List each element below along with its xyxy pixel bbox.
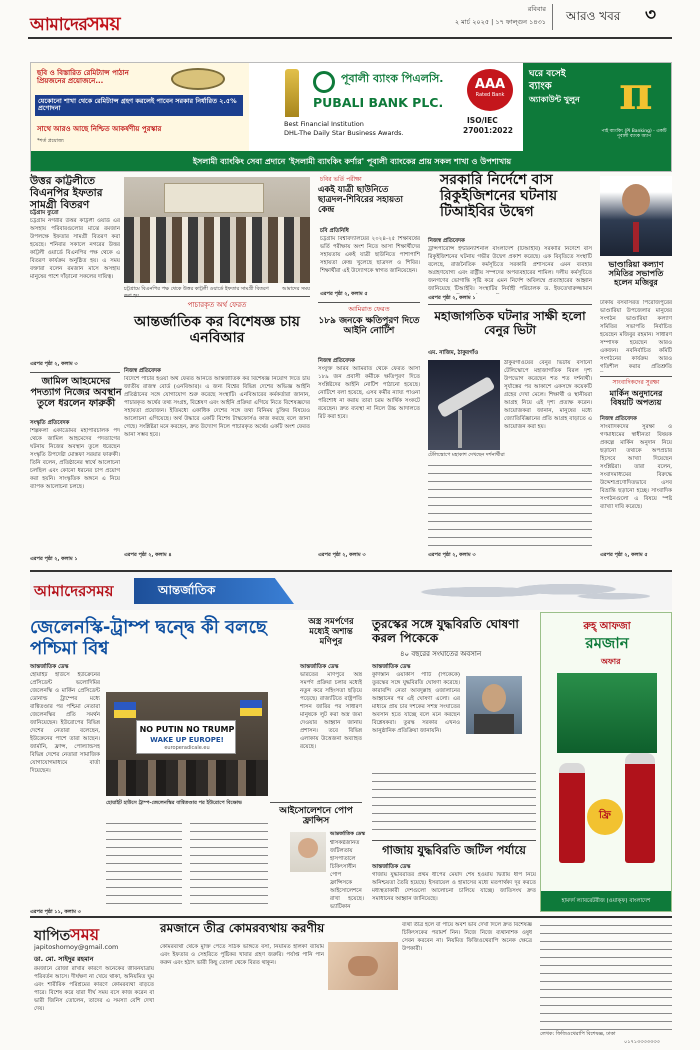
world-map-icon (410, 578, 650, 606)
b4-title[interactable]: তুরস্কের সঙ্গে যুদ্ধবিরতি ঘোষণা করল পিকেকে (372, 617, 519, 645)
ad-sub: অফার (601, 657, 621, 666)
masthead (0, 0, 700, 58)
a1-dateline: চট্টগ্রাম ব্যুরো (30, 210, 59, 216)
column-body2: কোমরব্যথা থেকে মুক্তি পেতে সঠিক ভঙ্গিতে বসা, নিয়মিত হালকা ব্যায়াম এবং ইফতার ও সেহরিতে পুষ্টিকর খাবার গ্রহণ জরুরি। পর্যাপ্ত পানি পান করুন এবং হঠাৎ ভারী কিছু তোলা থেকে বিরত থাকুন। (160, 944, 324, 966)
a9-divider (428, 304, 592, 305)
ad-left-line3: সাথে আরও আছে নিশ্চিত আকর্ষণীয় পুরস্কার (37, 125, 162, 133)
a9-title[interactable]: মহাজাগতিক ঘটনার সাক্ষী হলো বেনুর ভিটা (434, 309, 586, 337)
back-pain-photo (328, 942, 398, 990)
column-logo-right: সময় (70, 925, 100, 944)
portrait-tie (633, 222, 639, 252)
trophy-icon (285, 69, 299, 117)
a8-kicker: আমিরাত ফেরত (348, 305, 390, 313)
b2-body: ভারতের মণিপুরে অস্ত্র সমর্পণ প্রক্রিয়া চলার মধ্যেই নতুন করে সহিংসতা ছড়িয়ে পড়েছে। রাজ্যটিতে রাষ্ট্রপতি শাসন জারির পর সাধারণ মানুষকে লুট করা অস্ত্র জমা দেওয়ার আহ্বান জানায় প্রশাসন। তবে বিভিন্ন এলাকায় উত্তেজনা অব্যাহত রয়েছে। (300, 672, 362, 750)
b5-divider (372, 840, 536, 841)
b1-columns-2 (190, 820, 268, 910)
ad-right3: অ্যাকাউন্ট খুলুন (529, 95, 580, 104)
masthead-logo-left: আমাদের (30, 15, 88, 35)
a9-caption: টেলিস্কোপে মহাকাশ দেখছেন দর্শনার্থীরা (428, 452, 505, 458)
aaa-text: AAA (474, 77, 506, 92)
b5-title[interactable]: গাজায় যুদ্ধবিরতি জটিল পর্যায়ে (382, 843, 526, 857)
column-body3: ব্যথা তীব্র হলে বা পায়ে অবশ ভাব দেখা দিলে দ্রুত বিশেষজ্ঞ চিকিৎসকের পরামর্শ নিন। নিজে নিজে ব্যথানাশক ওষুধ সেবন করবেন না। নিয়মিত ফিজিওথেরাপি অনেক ক্ষেত্রে উপকারী। (402, 922, 532, 952)
b1-caption: হোয়াইট হাউসে ট্রাম্প-জেলেনস্কির বাগ্বিতণ্ডার পর ইউরোপে বিক্ষোভ (106, 800, 242, 806)
pope-face (298, 838, 318, 858)
a7-more[interactable]: এরপর পৃষ্ঠা ২, কলাম ৪ (124, 552, 172, 558)
a1-more[interactable]: এরপর পৃষ্ঠা ২, কলাম ৩ (30, 361, 78, 367)
column-top-rule (30, 916, 672, 918)
column-author: ডা. মো. সাইদুর রহমান (34, 955, 94, 963)
ocalan-face (482, 684, 506, 712)
pubali-bank-ad[interactable] (30, 62, 672, 172)
a2-dateline: সংস্কৃতি প্রতিবেদক (30, 420, 70, 426)
masthead-day: রবিবার (527, 5, 546, 13)
award-line2: DHL-The Daily Star Business Awards. (284, 129, 404, 137)
photo-credit: আমাদের সময় (281, 286, 310, 292)
aaa-sub: Rated Bank (475, 91, 505, 98)
a2-more[interactable]: এরপর পৃষ্ঠা ২, কলাম ১ (30, 556, 78, 562)
bank-name-bn: পূবালী ব্যাংক পিএলসি. (341, 72, 444, 85)
masthead-rule (28, 37, 672, 39)
a3-kicker: চবির ভর্তি পরীক্ষা (320, 176, 362, 183)
a9-body: ঠাকুরগাঁওয়ের বেনুর ভিটায় বসানো টেলিস্কোপে মহাজাগতিক বিরল দৃশ্য উপভোগ করেছেন শত শত দর্শনার্থী। সূর্যাস্তের পর আকাশে একসঙ্গে কয়েকটি গ্রহের দেখা মেলে। শিক্ষার্থী ও স্থানীয়রা আগ্রহ নিয়ে এই দৃশ্য প্রত্যক্ষ করেন। আয়োজকরা জানান, মানুষের মধ্যে জ্যোতির্বিজ্ঞানের প্রতি আগ্রহ বাড়াতে এ আয়োজন করা হয়। (504, 360, 592, 430)
column-body1: রমজানে রোজা রাখার কারণে অনেকের জীবনযাত্রায় পরিবর্তন আসে। দীর্ঘক্ষণ না খেয়ে থাকা, অনিয়মিত ঘুম এবং শারীরিক পরিশ্রমের কারণে কোমরব্যথা বাড়তে পারে। বিশেষ করে যারা দীর্ঘ সময় বসে কাজ করেন বা ভারী জিনিস তোলেন, তাদের এ সমস্যা বেশি দেখা দেয়। (34, 966, 154, 1012)
tripod (458, 410, 462, 448)
crowd (106, 760, 268, 796)
a6-dateline: নিজস্ব প্রতিবেদক (600, 416, 637, 422)
b3-dateline: আন্তর্জাতিক ডেস্ক (330, 831, 365, 837)
a6-kicker: সাংবাদিকদের সুরক্ষা (612, 379, 660, 386)
photo-caption: চট্টগ্রামে বিএনপির পক্ষ থেকে উত্তর কাট্টলী ওয়ার্ডে ইফতার সামগ্রী বিতরণ (124, 286, 269, 292)
section-name: আরও খবর (566, 9, 621, 23)
a8-title[interactable]: ১৮৯ জনকে ক্ষতিপূরণ দিতে আইনি নোটিশ (318, 316, 420, 337)
ad-title: রমজান (585, 634, 629, 652)
b2-dateline: আন্তর্জাতিক ডেস্ক (300, 664, 339, 670)
intl-band (30, 570, 672, 610)
iftar-banner (164, 183, 264, 213)
b1-title[interactable]: জেলেনস্কি-ট্রাম্প দ্বন্দ্বে কী বলছে পশ্চিমা বিশ্ব (30, 617, 267, 659)
b1-columns (106, 820, 182, 910)
ad-footer: হামদর্দ ল্যাবরেটরীজ (ওয়াক্ফ) বাংলাদেশ (541, 891, 671, 912)
iso-line2: 27001:2022 (463, 126, 513, 135)
a1-body: চট্টগ্রাম নগরীর উত্তর কাট্টলী ওয়ার্ড এর অসহায় পরিবারগুলোর মাঝে রমজান উপলক্ষে ইফতার সামগ্রী বিতরণ করা হয়েছে। শনিবার সকালে নগরের উত্তর কাট্টলী ওয়ার্ডে বিএনপির পক্ষ থেকে এ বিতরণ কার্যক্রম অনুষ্ঠিত হয়। এ সময় বক্তারা বলেন রমজান মাসে অসহায় মানুষের পাশে দাঁড়ানো সকলের দায়িত্ব। (30, 218, 120, 280)
b4-dateline: আন্তর্জাতিক ডেস্ক (372, 664, 411, 670)
page-number: ৩ (645, 5, 657, 25)
protest-photo (106, 692, 268, 796)
a5-body: ঢাকায় বসবাসরত পিরোজপুরের ভাণ্ডারিয়া উপজেলার মানুষের সংগঠন ভাণ্ডারিয়া কল্যাণ সমিতির সভাপতি নির্বাচিত হয়েছেন মজিবুর রহমান। সাধারণ সম্পাদক হয়েছেন আরও একজন। নবনির্বাচিত কমিটি সংগঠনের কার্যক্রম আরও গতিশীল করার প্রতিশ্রুতি (600, 300, 672, 370)
column-logo-left: যাপিত (34, 928, 71, 944)
bank-name-en: PUBALI BANK PLC. (313, 95, 444, 110)
aaa-badge (467, 69, 513, 111)
b3-divider (270, 802, 362, 803)
a6-divider (600, 376, 672, 377)
bottle-right (625, 753, 655, 863)
masthead-date: ২ মার্চ ২০২৫ | ১৭ ফাল্গুন ১৪৩১ (454, 18, 546, 26)
a1-divider (30, 372, 120, 373)
a2-title[interactable]: জামিল আহমেদের পদত্যাগ নিজের অবস্থান তুলে ধরলেন ফারুকী (30, 376, 122, 409)
a3-more[interactable]: এরপর পৃষ্ঠা ২, কলাম ৫ (320, 291, 368, 297)
pope-photo (290, 832, 326, 872)
column-phone: ০১৭১৩৩৩৩৩৩৩ (624, 1039, 660, 1045)
ocalan-photo (466, 676, 522, 734)
intl-logo-left: আমাদের (34, 582, 87, 600)
a1-title[interactable]: উত্তর কাট্টলীতে বিএনপির ইফতার সামগ্রী বিতরণ (30, 175, 103, 212)
mojibur-portrait (600, 176, 672, 256)
a4-more[interactable]: এরপর পৃষ্ঠা ২, কলাম ১ (428, 295, 476, 301)
column-body4 (540, 922, 672, 1030)
telescope-icon (437, 376, 496, 418)
sign-line2: WAKE UP EUROPE! (150, 736, 224, 744)
ad-box (557, 673, 657, 753)
intl-logo-right: সময় (86, 582, 114, 600)
a7-body: বিদেশে পাচার হওয়া অর্থ ফেরত আনতে আন্তর্জাতিক কর বিশেষজ্ঞ নিয়োগ দিতে চায় জাতীয় রাজস্ব বোর্ড (এনবিআর)। এ জন্য বিশ্বের বিভিন্ন দেশের অভিজ্ঞ আইনি প্রতিষ্ঠানের সঙ্গে যোগাযোগ শুরু করেছে সংস্থাটি। এনবিআরের কর্মকর্তারা জানান, পাচারকৃত অর্থের তথ্য সংগ্রহ, বিশ্লেষণ এবং আইনি প্রক্রিয়া এগিয়ে নিতে বিশেষজ্ঞদের সহায়তা প্রয়োজন। ইতিমধ্যে একাধিক দেশের সঙ্গে তথ্য বিনিময় চুক্তির বিষয়েও আলোচনা এগিয়েছে। অর্থ উদ্ধারে একটি বিশেষ টাস্কফোর্সও কাজ করছে বলে জানা গেছে। সংশ্লিষ্টরা মনে করছেন, দ্রুত উদ্যোগ নিলে পাচারকৃত অর্থের একটি অংশ ফেরত আনা সম্ভব হবে। (124, 376, 310, 438)
a7-kicker: পাচারকৃত অর্থ ফেরত (187, 301, 247, 309)
a6-more[interactable]: এরপর পৃষ্ঠা ২, কলাম ৫ (600, 552, 648, 558)
a9-body-continuation (428, 462, 592, 550)
b3-body: শ্বাসকষ্টজনিত জটিলতায় হাসপাতালে চিকিৎসাধীন পোপ ফ্রান্সিসকে আইসোলেশনে রাখা হয়েছে। ভ্যাটিকান (330, 840, 364, 910)
a7-title[interactable]: আন্তর্জাতিক কর বিশেষজ্ঞ চায় এনবিআর (134, 314, 300, 347)
a6-body: সাংবাদিকদের সুরক্ষা ও গণমাধ্যমের স্বাধীনতা বিষয়ক প্রকল্পে মার্কিন অনুদান নিয়ে ছড়ানো তথ্যকে অপপ্রচার হিসেবে আখ্যা দিয়েছেন সংশ্লিষ্টরা। তারা বলেন, সংবাদমাধ্যমের বিরুদ্ধে উদ্দেশ্যপ্রণোদিতভাবে এসব বিভ্রান্তি ছড়ানো হচ্ছে। সাংবাদিক সংগঠনগুলো এ বিষয়ে স্পষ্ট ব্যাখ্যা দাবি করেছে। (600, 424, 672, 510)
iftar-photo (124, 177, 310, 283)
intl-logo[interactable] (34, 580, 113, 605)
a9-more[interactable]: এরপর পৃষ্ঠা ২, কলাম ৩ (428, 552, 476, 558)
a8-divider (318, 302, 420, 303)
column-email[interactable]: japitoshomoy@gmail.com (34, 943, 119, 951)
flag-right (240, 700, 262, 716)
protest-sign (136, 720, 236, 754)
pi-logo-icon: π (619, 66, 653, 120)
pi-caption: পাই ব্যাংকিং (PI Banking) - একটি পূবালী ব্যাংক অ্যাপ (601, 129, 667, 140)
frying-pan-icon (171, 68, 225, 90)
masthead-divider (552, 4, 553, 30)
a6-title[interactable]: মার্কিন অনুদানের বিষয়টি অপত্যয় (609, 389, 663, 408)
award-line: Best Financial Institution (284, 120, 364, 128)
a8-more[interactable]: এরপর পৃষ্ঠা ২, কলাম ৩ (318, 552, 366, 558)
ad-left-panel (31, 63, 249, 151)
ad-left-line4: *শর্ত প্রযোজ্য (37, 138, 64, 144)
pubali-logo-icon (313, 71, 335, 93)
a4-body: ট্রান্সপারেন্সি ইন্টারন্যাশনাল বাংলাদেশ (টিআইবি) সরকারি নির্দেশে বাস রিকুইজিশনের ঘটনায় গভীর উদ্বেগ প্রকাশ করেছে। এক বিবৃতিতে সংস্থাটি বলেছে, রাজনৈতিক কর্মসূচিতে সরকারি প্রশাসনের এমন ব্যবহার অগ্রহণযোগ্য এবং রাষ্ট্রীয় সম্পদের অপব্যবহারের শামিল। দলীয় কর্মসূচিতে জনগণের ভোগান্তি সৃষ্টি করে এমন নির্দেশ অবিলম্বে প্রত্যাহারের আহ্বান জানিয়েছে টিআইবি। সংস্থাটির নির্বাহী পরিচালক ড. ইফতেখারুজ্জামান (428, 246, 592, 292)
column-title[interactable]: রমজানে তীব্র কোমরব্যথায় করণীয় (160, 921, 325, 935)
a8-dateline: নিজস্ব প্রতিবেদক (318, 358, 355, 364)
b4-sub: ৪০ বছরের সংঘাতের অবসান (400, 650, 482, 658)
bottle-left (559, 763, 585, 863)
ad-right-panel (523, 63, 672, 151)
people-group (124, 217, 310, 283)
a7-dateline: নিজস্ব প্রতিবেদক (124, 368, 161, 374)
b2-title[interactable]: অস্ত্র সমর্পণের মধ্যেই অশান্ত মণিপুর (308, 617, 354, 647)
masthead-logo-right: সময় (87, 13, 121, 35)
portrait-face (622, 184, 650, 216)
ad-strip: ইসলামী ব্যাংকিং সেবা প্রদানে 'ইসলামী ব্যাংকিং কর্ণার' পূবালী ব্যাংকের প্রায় সকল শাখা ও উপশাখায় (31, 151, 672, 172)
a2-body: শিল্পকলা একাডেমির মহাপরিচালক পদ থেকে জামিল আহমেদের পদত্যাগের ঘটনায় নিজের অবস্থান তুলে ধরেছেন সংস্কৃতি উপদেষ্টা মোস্তফা সরয়ার ফারুকী। তিনি বলেন, প্রতিষ্ঠানের স্বার্থে আলোচনা চলছিল এবং কোনো ধরনের চাপ প্রয়োগ করা হয়নি। সাংস্কৃতিক অঙ্গনে এ নিয়ে ব্যাপক আলোচনা চলছে। (30, 428, 120, 490)
a3-dateline: চবি প্রতিনিধি (320, 228, 349, 234)
ad-left-line1: ছবি ও বিস্তারিত রেমিট্যান্স পাঠান প্রিয়জনের প্রয়োজনে... (37, 69, 129, 86)
sign-url: europeradicale.eu (164, 745, 210, 751)
b5-body: গাজায় যুদ্ধবিরতির প্রথম ধাপের মেয়াদ শেষ হওয়ায় দ্বিতীয় ধাপ নিয়ে অনিশ্চয়তা তৈরি হয়েছে। ইসরায়েল ও হামাসের মধ্যে মতপার্থক্য দূর করতে মধ্যস্থতাকারী দেশগুলো আলোচনা চালিয়ে যাচ্ছে। জাতিসংঘ দ্রুত সমাধানের আহ্বান জানিয়েছে। (372, 872, 536, 902)
rooh-afza-ad[interactable] (540, 612, 672, 912)
b1-more[interactable]: এরপর পৃষ্ঠা ১১, কলাম ৩ (30, 909, 81, 915)
b3-title[interactable]: আইসোলেশনে পোপ ফ্রান্সিস (279, 806, 353, 827)
ad-price-badge (587, 799, 623, 835)
a8-body: সংযুক্ত আরব আমিরাত থেকে ফেরত আসা ১৮৯ জন প্রবাসী কর্মীকে ক্ষতিপূরণ দিতে সংশ্লিষ্টদের আইনি নোটিশ পাঠানো হয়েছে। নোটিশে বলা হয়েছে, এসব কর্মীর ন্যায্য পাওনা পরিশোধ না করায় তারা চরম আর্থিক সংকটে রয়েছেন। দ্রুত ব্যবস্থা না নিলে উচ্চ আদালতে রিট করা হবে। (318, 366, 420, 420)
flag-left (114, 702, 136, 718)
b1-dateline: আন্তর্জাতিক ডেস্ক (30, 664, 69, 670)
a3-title[interactable]: একই যাত্রী ছাউনিতে ছাত্রদল-শিবিরের সহায়তা কেন্দ্র (318, 185, 403, 215)
a4-title[interactable]: সরকারি নির্দেশে বাস রিকুইজিশনের ঘটনায় টিআইবির উদ্বেগ (440, 172, 558, 221)
a3-body: চট্টগ্রাম বিশ্ববিদ্যালয়ের ২০২৪-২৫ শিক্ষাবর্ষের ভর্তি পরীক্ষায় অংশ নিতে আসা শিক্ষার্থীদের সহায়তায় একই যাত্রী ছাউনিতে পাশাপাশি সহায়তা কেন্দ্র খুলেছে ছাত্রদল ও শিবির। শিক্ষার্থীরা এই উদ্যোগকে স্বাগত জানিয়েছেন। (320, 236, 420, 274)
column-author-footer: লেখক: ফিজিওথেরাপি বিশেষজ্ঞ, ঢাকা (540, 1031, 616, 1037)
b5-dateline: আন্তর্জাতিক ডেস্ক (372, 864, 411, 870)
b4-body-continuation (372, 770, 536, 836)
ad-right2: ব্যাংক (529, 81, 552, 92)
a4-dateline: নিজস্ব প্রতিবেদক (428, 238, 465, 244)
ad-right1: ঘরে বসেই (529, 69, 566, 79)
ad-price-box: ফ্রি (599, 810, 611, 821)
telescope-photo (428, 360, 500, 450)
hand-icon (348, 956, 378, 976)
a9-dateline: এম. নাজিম, ঠাকুরগাঁও (428, 350, 479, 356)
a7-divider (124, 296, 310, 297)
b1-body: হোয়াইট হাউসে ইউক্রেনের প্রেসিডেন্ট ভলোদিমির জেলেনস্কি ও মার্কিন প্রেসিডেন্ট ডোনাল্ড ট্রাম্পের মধ্যে বাগ্বিতণ্ডার পর পশ্চিমা নেতারা জেলেনস্কির প্রতি সমর্থন জানিয়েছেন। ইউরোপের বিভিন্ন দেশের নেতারা বলেছেন, ইউক্রেনের পাশে তারা আছেন। জার্মানি, ফ্রান্স, পোল্যান্ডসহ বিভিন্ন দেশের নেতারা সামাজিক যোগাযোগমাধ্যমে বার্তা দিয়েছেন। (30, 672, 100, 774)
sign-line1: NO PUTIN NO TRUMP (139, 725, 235, 734)
b4-body: কুর্দিস্তান ওয়ার্কার্স পার্টি (পিকেকে) তুরস্কের সঙ্গে যুদ্ধবিরতি ঘোষণা করেছে। কারাবন্দি নেতা আবদুল্লাহ ওজালানের আহ্বানের পর এই ঘোষণা এলো। এর মাধ্যমে প্রায় চার দশকের সশস্ত্র সংঘাতের অবসান হতে যাচ্ছে বলে মনে করছেন বিশ্লেষকরা। তুরস্ক সরকার এখনও আনুষ্ঠানিক প্রতিক্রিয়া জানায়নি। (372, 672, 460, 734)
ad-left-line2: যেকোনো শাখা থেকে রেমিট্যান্স গ্রহণ করলেই পাবেন সরকার নির্ধারিত ২.৫% প্রণোদনা (35, 95, 243, 116)
a5-title[interactable]: ভাণ্ডারিয়া কল্যাণ সমিতির সভাপতি হলেন মজিবুর (608, 260, 664, 288)
intl-label: আন্তর্জাতিক (158, 583, 216, 597)
ocalan-body (474, 714, 514, 734)
iso-line1: ISO/IEC (467, 116, 498, 125)
ad-brand: রুহ্ আফজা (583, 621, 631, 632)
